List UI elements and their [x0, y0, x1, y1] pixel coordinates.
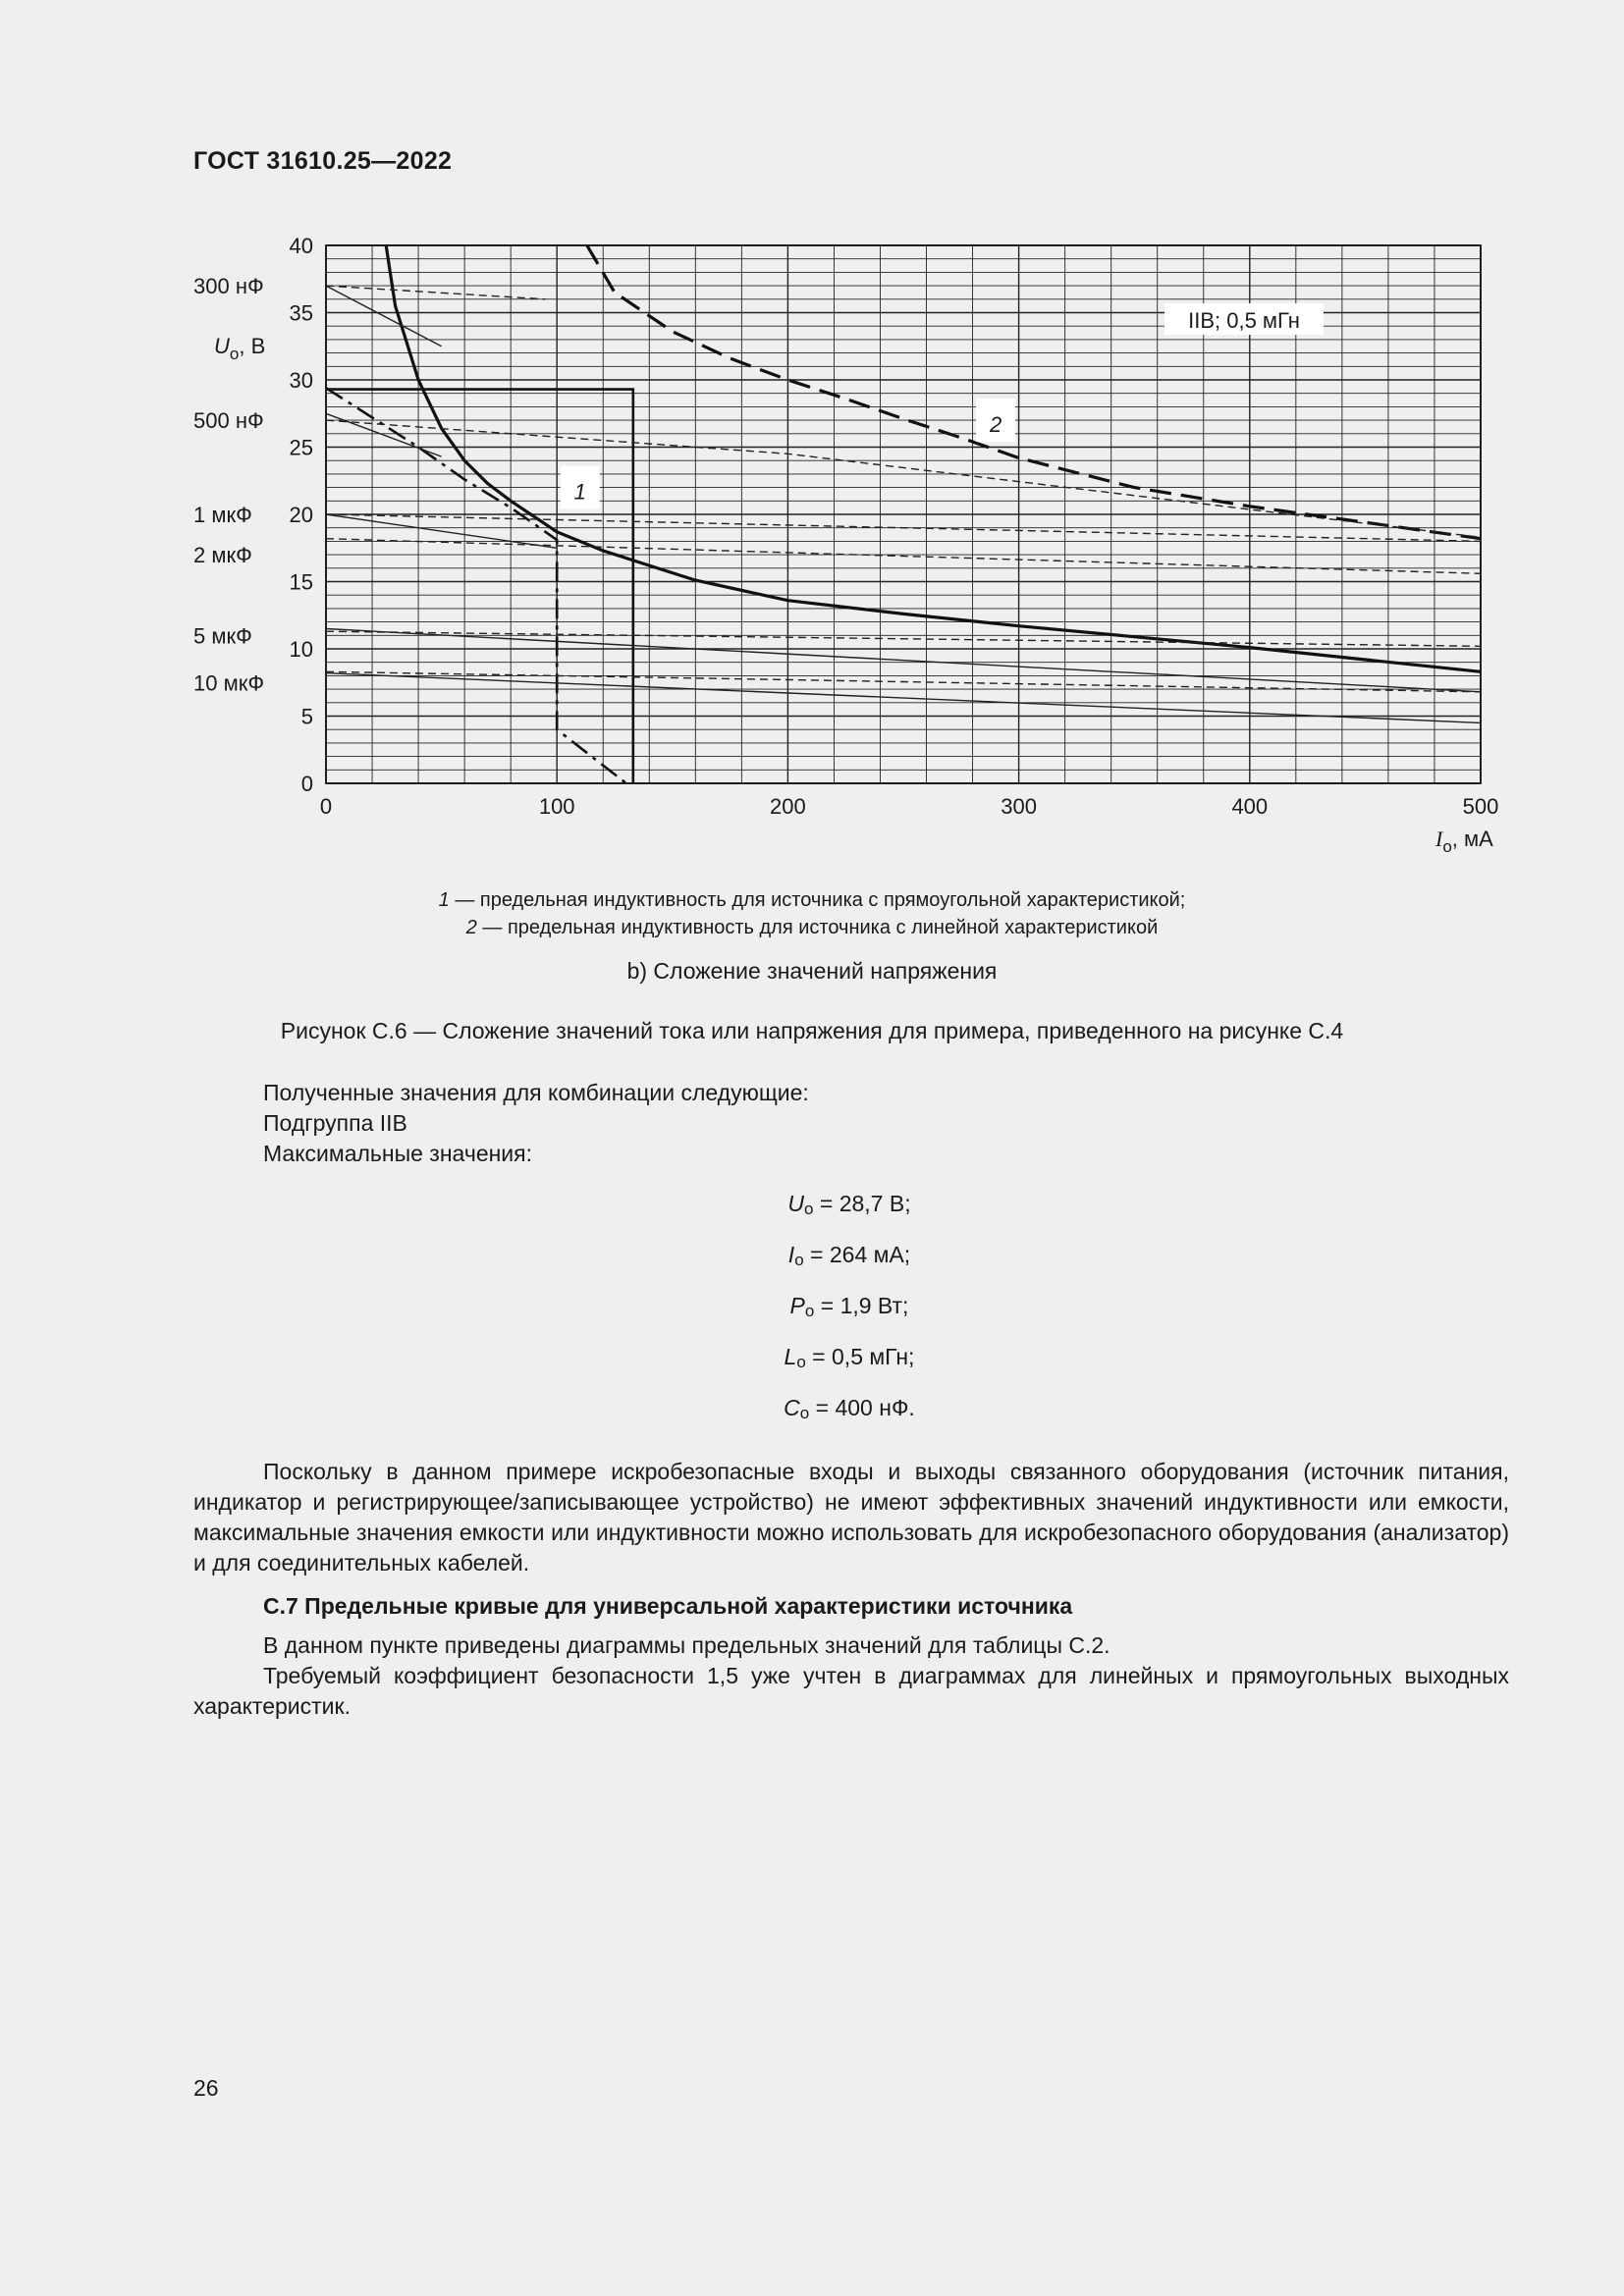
formula-symbol: I [787, 1242, 795, 1267]
x-tick-label: 400 [1231, 794, 1269, 819]
x-axis-unit: , мА [1451, 827, 1493, 851]
y-tick-label: 5 [300, 704, 313, 729]
y-tick-label: 0 [300, 772, 313, 796]
document-header: ГОСТ 31610.25—2022 [193, 147, 453, 175]
formula-subscript: o [804, 1200, 814, 1218]
capacitance-label: 500 нФ [193, 408, 264, 434]
series-c-300nF-rect [326, 286, 442, 347]
formula-symbol: L [784, 1344, 797, 1369]
intro-line-3: Максимальные значения: [263, 1141, 533, 1166]
series-limit-inductance-linear-2 [587, 245, 1481, 539]
curve-marker-label: 1 [573, 479, 586, 505]
chart-title: IIB; 0,5 мГн [1188, 308, 1300, 333]
curve-marker-label: 2 [989, 412, 1002, 438]
y-tick-label: 25 [289, 435, 313, 460]
x-axis-subscript: o [1442, 837, 1452, 856]
formula-co [0, 1395, 1624, 1421]
y-axis-unit: , В [239, 334, 266, 358]
legend-item-2 [0, 917, 1624, 939]
paragraph-3-text: Требуемый коэффициент безопасности 1,5 уже учтен в диаграммах для линейных и прямоугольных выходных характеристик. [193, 1663, 1509, 1719]
formula-value: = 0,5 мГн; [805, 1344, 915, 1369]
paragraph-1 [193, 1457, 1509, 1578]
y-tick-label: 15 [289, 569, 313, 595]
legend-text-1: — предельная индуктивность для источника с прямоугольной характеристикой; [449, 889, 1186, 911]
formula-subscript: o [796, 1353, 806, 1371]
formula-value: = 400 нФ. [809, 1395, 915, 1420]
series-c-10uF-rect [326, 673, 1481, 723]
formula-io [0, 1242, 1624, 1268]
y-tick-label: 30 [289, 368, 313, 393]
series-c-500nF-linear [326, 420, 1481, 537]
capacitance-label: 300 нФ [193, 274, 264, 299]
capacitance-label: 2 мкФ [193, 543, 252, 568]
legend-text-2: — предельная индуктивность для источника с линейной характеристикой [476, 917, 1159, 938]
subcaption: b) Сложение значений напряжения [626, 958, 998, 984]
y-tick-label: 40 [289, 234, 313, 258]
x-tick-label: 100 [538, 794, 575, 819]
capacitance-label: 1 мкФ [193, 503, 252, 527]
formula-symbol: P [789, 1293, 805, 1318]
figure-caption: Рисунок С.6 — Сложение значений тока или напряжения для примера, приведенного на рисунке С.4 [280, 1018, 1344, 1043]
formula-value: = 264 мА; [803, 1242, 911, 1267]
paragraph-3 [193, 1661, 1509, 1722]
page-number: 26 [193, 2075, 219, 2101]
capacitance-label: 10 мкФ [193, 670, 265, 696]
y-tick-label: 20 [289, 503, 313, 527]
formula-value: = 28,7 В; [813, 1191, 911, 1216]
formula-symbol: U [787, 1191, 805, 1216]
formula-value: = 1,9 Вт; [814, 1293, 909, 1318]
section-title: С.7 Предельные кривые для универсальной характеристики источника [263, 1593, 1073, 1619]
formula-po [0, 1293, 1624, 1319]
chart [0, 0, 1624, 883]
paragraph-2 [193, 1630, 1509, 1661]
x-tick-label: 500 [1462, 794, 1499, 819]
y-tick-label: 10 [289, 637, 313, 662]
y-tick-label: 35 [289, 300, 313, 326]
intro-line-2: Подгруппа IIB [263, 1110, 407, 1136]
paragraph-1-text: Поскольку в данном примере искробезопасные входы и выходы связанного оборудования (источник питания, индикатор и регистрирующее/записывающее устройство) не имеют эффективных значений индуктивности или емкости, максимальные значения емкости или индуктивности можно использовать для искробезопасного оборудования (анализатор) и для соединительных кабелей. [193, 1459, 1509, 1575]
intro-line-1: Полученные значения для комбинации следующие: [263, 1080, 809, 1105]
x-tick-label: 0 [319, 794, 333, 819]
legend-num-1: 1 [438, 889, 450, 911]
x-tick-label: 300 [1001, 794, 1037, 819]
paragraph-2-text: В данном пункте приведены диаграммы предельных значений для таблицы С.2. [263, 1632, 1110, 1658]
series-c-300nF-linear [326, 286, 545, 299]
y-axis-label [214, 334, 265, 363]
formula-lo [0, 1344, 1624, 1370]
formula-subscript: o [799, 1404, 810, 1422]
legend-num-2: 2 [465, 917, 477, 938]
x-axis-symbol: I [1435, 827, 1443, 851]
formula-symbol: C [784, 1395, 800, 1420]
chart-labels [193, 234, 1498, 856]
y-axis-symbol: U [214, 334, 230, 358]
formula-subscript: o [794, 1251, 804, 1269]
x-tick-label: 200 [770, 794, 806, 819]
y-axis-subscript: o [229, 345, 240, 363]
formula-uo [0, 1191, 1624, 1217]
x-axis-label [1435, 827, 1493, 856]
legend-item-1 [0, 889, 1624, 912]
formula-subscript: o [804, 1302, 815, 1320]
capacitance-label: 5 мкФ [193, 623, 252, 649]
